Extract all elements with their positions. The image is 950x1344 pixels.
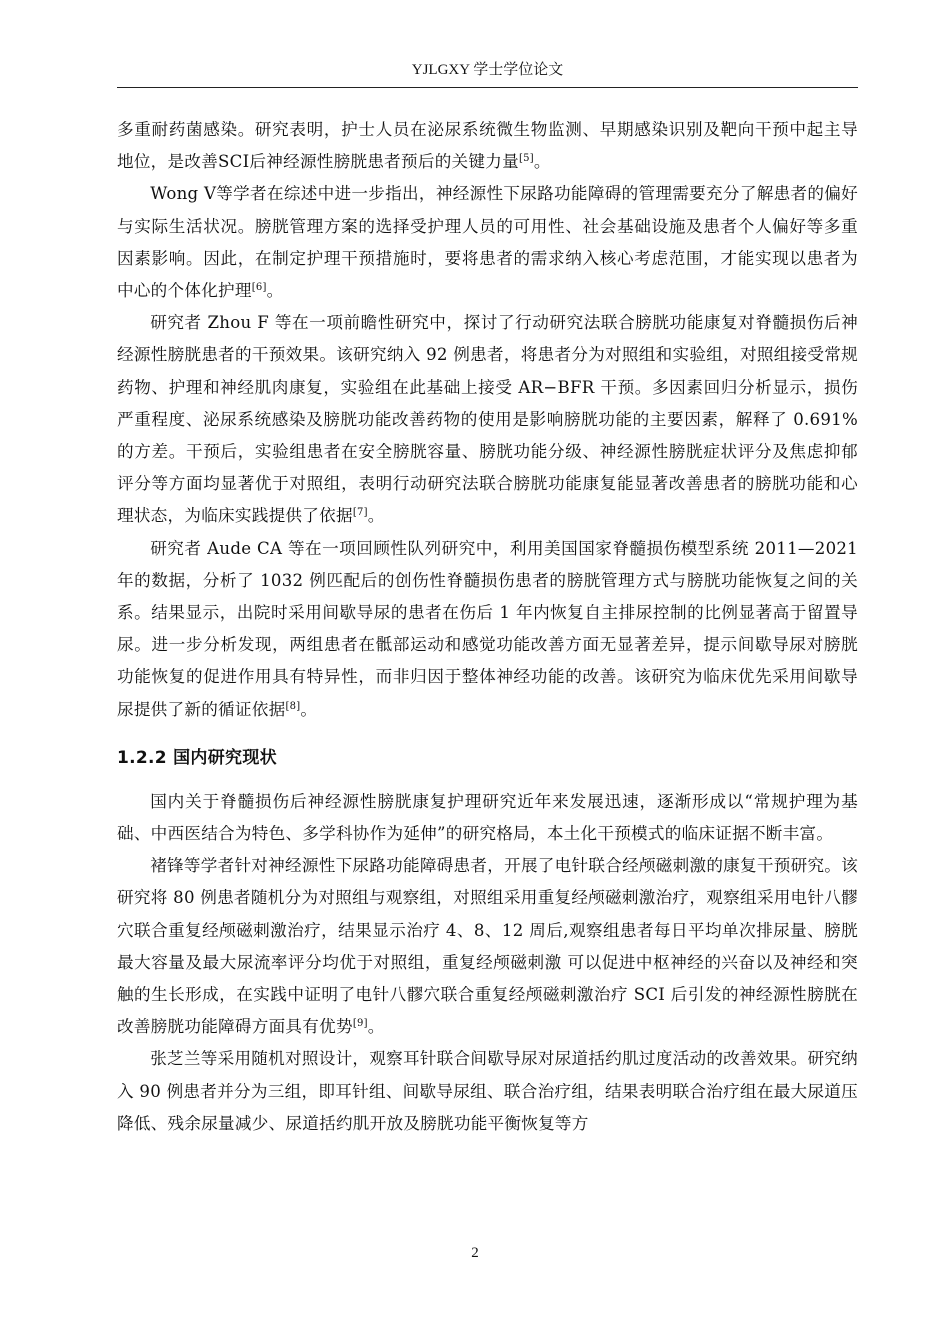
paragraph-4: [117, 533, 858, 726]
citation-7: [7]: [352, 507, 368, 519]
paragraph-5: [117, 786, 858, 850]
paragraph-5-text: 国内关于脊髓损伤后神经源性膀胱康复护理研究近年来发展迅速，逐渐形成以“常规护理为基础、中西医结合为特色、多学科协作为延伸”的研究格局，本土化干预模式的临床证据不断丰富。: [117, 791, 858, 844]
page-number: 2: [471, 1245, 479, 1261]
page-body: [117, 114, 858, 1140]
paragraph-4-text: 研究者 Aude CA 等在一项回顾性队列研究中，利用美国国家脊髓损伤模型系统 2011—2021 年的数据，分析了 1032 例匹配后的创伤性脊髓损伤患者的膀胱管理方式与膀胱功能恢复之间的关系。结果显示，出院时采用间歇导尿的患者在伤后 1 年内恢复自主排尿控制的比例显著高于留置导尿。进一步分析发现，两组患者在骶部运动和感觉功能改善方面无显著差异，提示间歇导尿对膀胱功能恢复的促进作用具有特异性，而非归因于整体神经功能的改善。该研究为临床优先采用间歇导尿提供了新的循证依据: [117, 538, 858, 719]
header-divider: [117, 87, 858, 88]
citation-8: [8]: [285, 700, 301, 712]
paragraph-2: [117, 178, 858, 307]
paragraph-4-tail: 。: [300, 699, 318, 719]
paragraph-6-tail: 。: [367, 1017, 385, 1037]
paragraph-6-text: 褚锋等学者针对神经源性下尿路功能障碍患者，开展了电针联合经颅磁刺激的康复干预研究。该研究将 80 例患者随机分为对照组与观察组，对照组采用重复经颅磁刺激治疗，观察组采用电针八髎穴联合重复经颅磁刺激治疗，结果显示治疗 4、8、12 周后,观察组患者每日平均单次排尿量、膀胱最大容量及最大尿流率评分均优于对照组，重复经颅磁刺激 可以促进中枢神经的兴奋以及神经和突触的生长形成，在实践中证明了电针八髎穴联合重复经颅磁刺激治疗 SCI 后引发的神经源性膀胱在改善膀胱功能障碍方面具有优势: [117, 856, 858, 1037]
paragraph-3-text: 研究者 Zhou F 等在一项前瞻性研究中，探讨了行动研究法联合膀胱功能康复对脊髓损伤后神经源性膀胱患者的干预效果。该研究纳入 92 例患者，将患者分为对照组和实验组，对照组接受常规药物、护理和神经肌肉康复，实验组在此基础上接受 AR−BFR 干预。多因素回归分析显示，损伤严重程度、泌尿系统感染及膀胱功能改善药物的使用是影响膀胱功能的主要因素，解释了 0.691%的方差。干预后，实验组患者在安全膀胱容量、膀胱功能分级、神经源性膀胱症状评分及焦虑抑郁评分等方面均显著优于对照组，表明行动研究法联合膀胱功能康复能显著改善患者的膀胱功能和心理状态，为临床实践提供了依据: [117, 313, 858, 526]
citation-9: [9]: [352, 1018, 368, 1030]
paragraph-7-text: 张芝兰等采用随机对照设计，观察耳针联合间歇导尿对尿道括约肌过度活动的改善效果。研究纳入 90 例患者并分为三组，即耳针组、间歇导尿组、联合治疗组，结果表明联合治疗组在最大尿道压降低、残余尿量减少、尿道括约肌开放及膀胱功能平衡恢复等方: [117, 1049, 858, 1133]
paragraph-3-tail: 。: [367, 506, 385, 526]
paragraph-3: [117, 307, 858, 532]
paragraph-2-text: Wong V等学者在综述中进一步指出，神经源性下尿路功能障碍的管理需要充分了解患者的偏好与实际生活状况。膀胱管理方案的选择受护理人员的可用性、社会基础设施及患者个人偏好等多重因素影响。因此，在制定护理干预措施时，要将患者的需求纳入核心考虑范围，才能实现以患者为中心的个体化护理: [117, 184, 858, 301]
citation-6: [6]: [251, 282, 267, 294]
section-heading: 1.2.2 国内研究现状: [117, 747, 277, 768]
paragraph-1: [117, 114, 858, 178]
page-header: YJLGXY 学士学位论文: [411, 62, 564, 78]
paragraph-1-text: 多重耐药菌感染。研究表明，护士人员在泌尿系统微生物监测、早期感染识别及靶向干预中起主导地位，是改善SCI后神经源性膀胱患者预后的关键力量: [117, 120, 858, 172]
paragraph-2-tail: 。: [266, 281, 284, 301]
paragraph-6: [117, 850, 858, 1043]
citation-5: [5]: [518, 153, 534, 165]
paragraph-7: [117, 1043, 858, 1140]
paragraph-1-tail: 。: [533, 152, 551, 172]
